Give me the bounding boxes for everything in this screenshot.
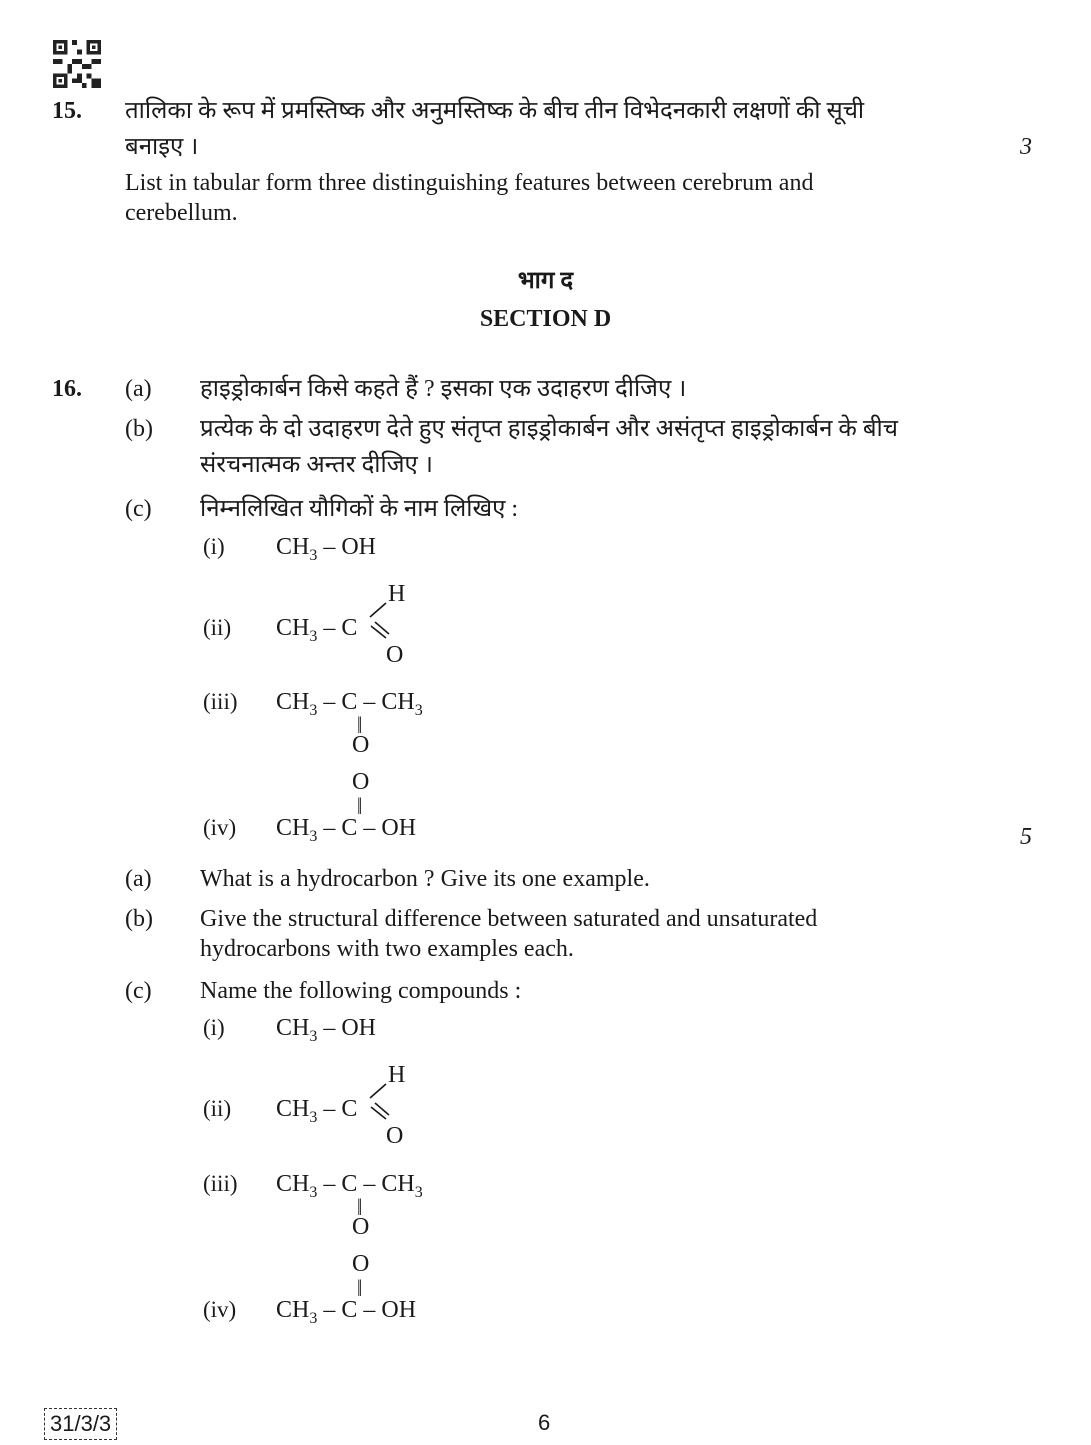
compound-iv-double-bond: ||: [357, 794, 361, 814]
compound-iii-o: O: [352, 732, 370, 758]
q15-hindi-line1: तालिका के रूप में प्रमस्तिष्क और अनुमस्तिष्क के बीच तीन विभेदनकारी लक्षणों की सूची: [125, 98, 865, 124]
q16-hindi-b-line2: संरचनात्मक अन्तर दीजिए ।: [200, 452, 433, 478]
q16-english-b-line1: Give the structural difference between saturated and unsaturated: [200, 906, 818, 932]
q16-hindi-b-label: (b): [125, 416, 153, 442]
section-heading-hindi: भाग द: [517, 268, 574, 294]
compound-iii-double-bond: ||: [357, 713, 361, 733]
compound-ii-formula: $CH_3$ – C: [276, 615, 358, 645]
page-number: 6: [538, 1410, 551, 1435]
compound-iv-o: O: [352, 769, 370, 795]
q15-english-line1: List in tabular form three distinguishing features between cerebrum and: [125, 170, 814, 196]
compound-iii-label: (iii): [203, 689, 238, 714]
q16-english-a-label: (a): [125, 866, 152, 892]
compound-iv-o-en: O: [352, 1251, 370, 1277]
q16-marks: 5: [1020, 824, 1032, 850]
compound-ii-label-en: (ii): [203, 1096, 232, 1121]
compound-iv-label-en: (iv): [203, 1297, 237, 1322]
compound-ii-bonds: [366, 598, 390, 642]
compound-iii-formula: $CH_3$ – C – $CH_3$: [276, 689, 423, 719]
q15-marks: 3: [1020, 134, 1032, 160]
compound-ii-bonds-en: [366, 1079, 390, 1123]
compound-iii-formula-en: $CH_3$ – C – $CH_3$: [276, 1171, 423, 1201]
question-number-16: 16.: [52, 376, 82, 402]
q16-english-c-text: Name the following compounds :: [200, 978, 522, 1004]
q16-english-b-label: (b): [125, 906, 153, 932]
q15-english-line2: cerebellum.: [125, 200, 238, 226]
compound-iii-double-bond-en: ||: [357, 1195, 361, 1215]
qr-code-icon: [52, 40, 102, 88]
compound-ii-label: (ii): [203, 615, 232, 640]
q16-hindi-b-line1: प्रत्येक के दो उदाहरण देते हुए संतृप्त हाइड्रोकार्बन और असंतृप्त हाइड्रोकार्बन के बीच: [200, 416, 899, 442]
compound-ii-h: H: [388, 581, 406, 607]
q16-hindi-c-label: (c): [125, 496, 152, 522]
q16-english-c-label: (c): [125, 978, 152, 1004]
compound-i-formula-en: $CH_3$ – OH: [276, 1015, 377, 1045]
compound-iv-formula: $CH_3$ – C – OH: [276, 815, 417, 845]
compound-iv-formula-en: $CH_3$ – C – OH: [276, 1297, 417, 1327]
section-heading-english: SECTION D: [479, 306, 612, 332]
compound-ii-o: O: [386, 642, 404, 668]
q16-hindi-a-label: (a): [125, 376, 152, 402]
compound-iii-o-en: O: [352, 1214, 370, 1240]
q15-hindi-line2: बनाइए ।: [125, 134, 199, 160]
compound-ii-formula-en: $CH_3$ – C: [276, 1096, 358, 1126]
compound-i-label: (i): [203, 534, 225, 559]
compound-iv-label: (iv): [203, 815, 237, 840]
q16-english-b-line2: hydrocarbons with two examples each.: [200, 936, 574, 962]
compound-ii-h-en: H: [388, 1062, 406, 1088]
q16-hindi-a-text: हाइड्रोकार्बन किसे कहते हैं ? इसका एक उदाहरण दीजिए ।: [200, 376, 687, 402]
compound-iv-double-bond-en: ||: [357, 1276, 361, 1296]
compound-i-label-en: (i): [203, 1015, 225, 1040]
compound-i-formula: $CH_3$ – OH: [276, 534, 377, 564]
q16-english-a-text: What is a hydrocarbon ? Give its one example.: [200, 866, 650, 892]
compound-iii-label-en: (iii): [203, 1171, 238, 1196]
question-number-15: 15.: [52, 98, 82, 124]
paper-code: 31/3/3: [44, 1408, 117, 1440]
compound-ii-o-en: O: [386, 1123, 404, 1149]
q16-hindi-c-text: निम्नलिखित यौगिकों के नाम लिखिए :: [200, 496, 519, 522]
